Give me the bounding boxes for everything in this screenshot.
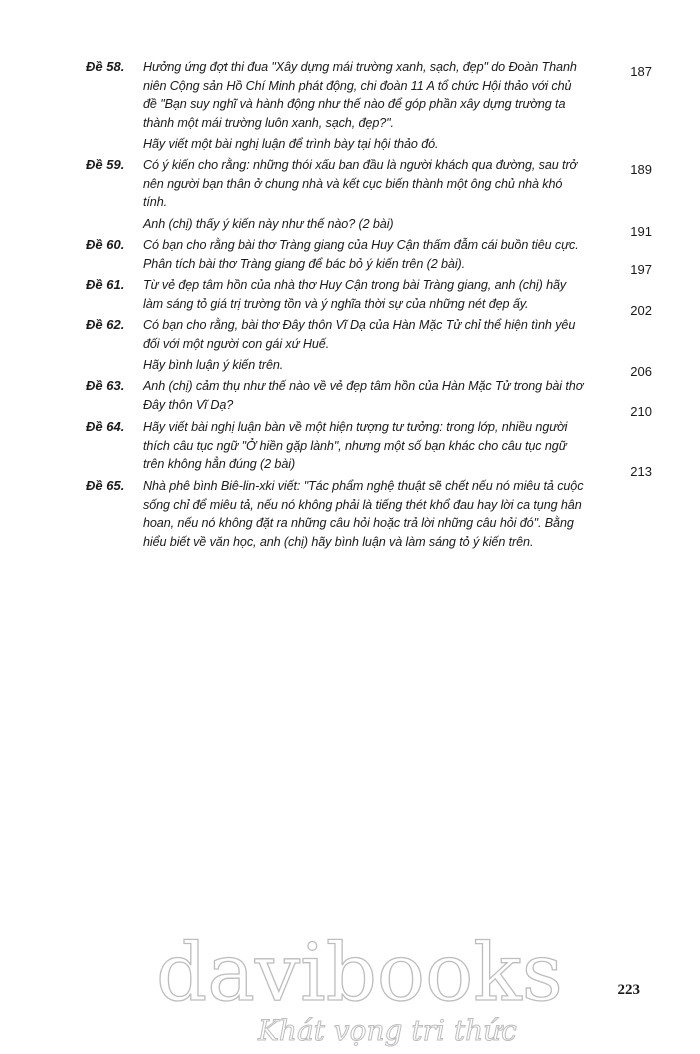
entry-line: trên không hẳn đúng (2 bài) <box>143 457 296 471</box>
entry-line: Có bạn cho rằng, bài thơ Đây thôn Vĩ Dạ của Hàn Mặc Tử chỉ thể hiện tình yêu <box>143 318 576 332</box>
entry-text <box>143 477 618 551</box>
entry-line: niên Cộng sản Hồ Chí Minh phát động, chi đoàn 11 A tổ chức Hội thảo với chủ <box>143 78 572 93</box>
entry-label: Đề 64. <box>86 419 125 434</box>
watermark-brand: davibooks <box>156 926 563 1019</box>
entry-instruction: Hãy viết một bài nghị luận để trình bày tại hội thảo đó. <box>143 137 439 151</box>
entry-label: Đề 60. <box>86 237 125 252</box>
entry-line: đề "Bạn suy nghĩ và hành động như thế nào để góp phần xây dựng trường ta <box>143 97 566 111</box>
entry-line: làm sáng tỏ giá trị trường tồn và ý nghĩa thời sự của những nét đẹp ấy. <box>143 296 529 311</box>
entry-line: Đây thôn Vĩ Dạ? <box>143 397 234 412</box>
entry-line: Có ý kiến cho rằng: những thói xấu ban đầu là người khách qua đường, sau trở <box>143 158 578 172</box>
entry-text <box>143 316 618 375</box>
entry-text <box>143 156 618 233</box>
entry-instruction: Anh (chị) thấy ý kiến này như thế nào? (2 bài) <box>143 216 394 231</box>
entry-text <box>143 377 618 414</box>
page-ref: 189 <box>630 162 652 177</box>
entry-line: thành một mái trường luôn xanh, sạch, đẹp?". <box>143 115 394 130</box>
page-ref: 187 <box>630 64 652 79</box>
entry-line: Nhà phê bình Biê-lin-xki viết: "Tác phẩm nghệ thuật sẽ chết nếu nó miêu tả cuộc <box>143 479 584 493</box>
entry-text <box>143 418 618 474</box>
entry-line: thích câu tục ngữ "Ở hiền gặp lành", nhưng một số bạn khác cho câu tục ngữ <box>143 438 567 453</box>
entry-text <box>143 58 618 154</box>
entry-label: Đề 65. <box>86 478 125 493</box>
entry-line: Từ vẻ đẹp tâm hồn của nhà thơ Huy Cận trong bài Tràng giang, anh (chị) hãy <box>143 278 567 292</box>
entry-line: Có bạn cho rằng bài thơ Tràng giang của Huy Cận thấm đẫm cái buồn tiêu cực. <box>143 238 579 252</box>
page-ref: 191 <box>630 224 652 239</box>
entry-label: Đề 59. <box>86 157 125 172</box>
entry-label: Đề 61. <box>86 277 125 292</box>
entry-line: đối với một người con gái xứ Huế. <box>143 336 330 351</box>
entry-label: Đề 63. <box>86 378 125 393</box>
page-ref: 210 <box>630 404 652 419</box>
entry-text <box>143 236 618 273</box>
entry-text <box>143 276 618 313</box>
entry-line: hoan, nếu nó không đặt ra những câu hỏi hoặc trả lời những câu hỏi đó". Bằng <box>143 516 574 530</box>
page-ref: 197 <box>630 262 652 277</box>
page-ref: 202 <box>630 303 652 318</box>
watermark-tagline: Khát vọng tri thức <box>258 1014 517 1047</box>
entry-line: Hãy viết bài nghị luận bàn về một hiện tượng tư tưởng: trong lớp, nhiều người <box>143 420 568 434</box>
entry-line: hiểu biết về văn học, anh (chị) hãy bình luận và làm sáng tỏ ý kiến trên. <box>143 534 534 549</box>
entry-line: Anh (chị) cảm thụ như thế nào về vẻ đẹp tâm hồn của Hàn Mặc Tử trong bài thơ <box>143 379 584 393</box>
entry-label: Đề 62. <box>86 317 125 332</box>
page-ref: 206 <box>630 364 652 379</box>
entry-line: Hưởng ứng đợt thi đua "Xây dựng mái trường xanh, sạch, đẹp" do Đoàn Thanh <box>143 60 577 74</box>
entry-line: sống chỉ để miêu tả, nếu nó không phải là tiếng thét khổ đau hay lời ca tụng hân <box>143 497 582 512</box>
entry-label: Đề 58. <box>86 59 125 74</box>
entry-line: Phân tích bài thơ Tràng giang để bác bỏ ý kiến trên (2 bài). <box>143 256 466 271</box>
entry-instruction: Hãy bình luận ý kiến trên. <box>143 358 284 372</box>
page-ref: 213 <box>630 464 652 479</box>
entry-line: tính. <box>143 195 168 209</box>
page-number: 223 <box>617 982 640 998</box>
entry-line: nên người bạn thân ở chung nhà và kết cục biến thành một ông chủ nhà khó <box>143 176 563 191</box>
